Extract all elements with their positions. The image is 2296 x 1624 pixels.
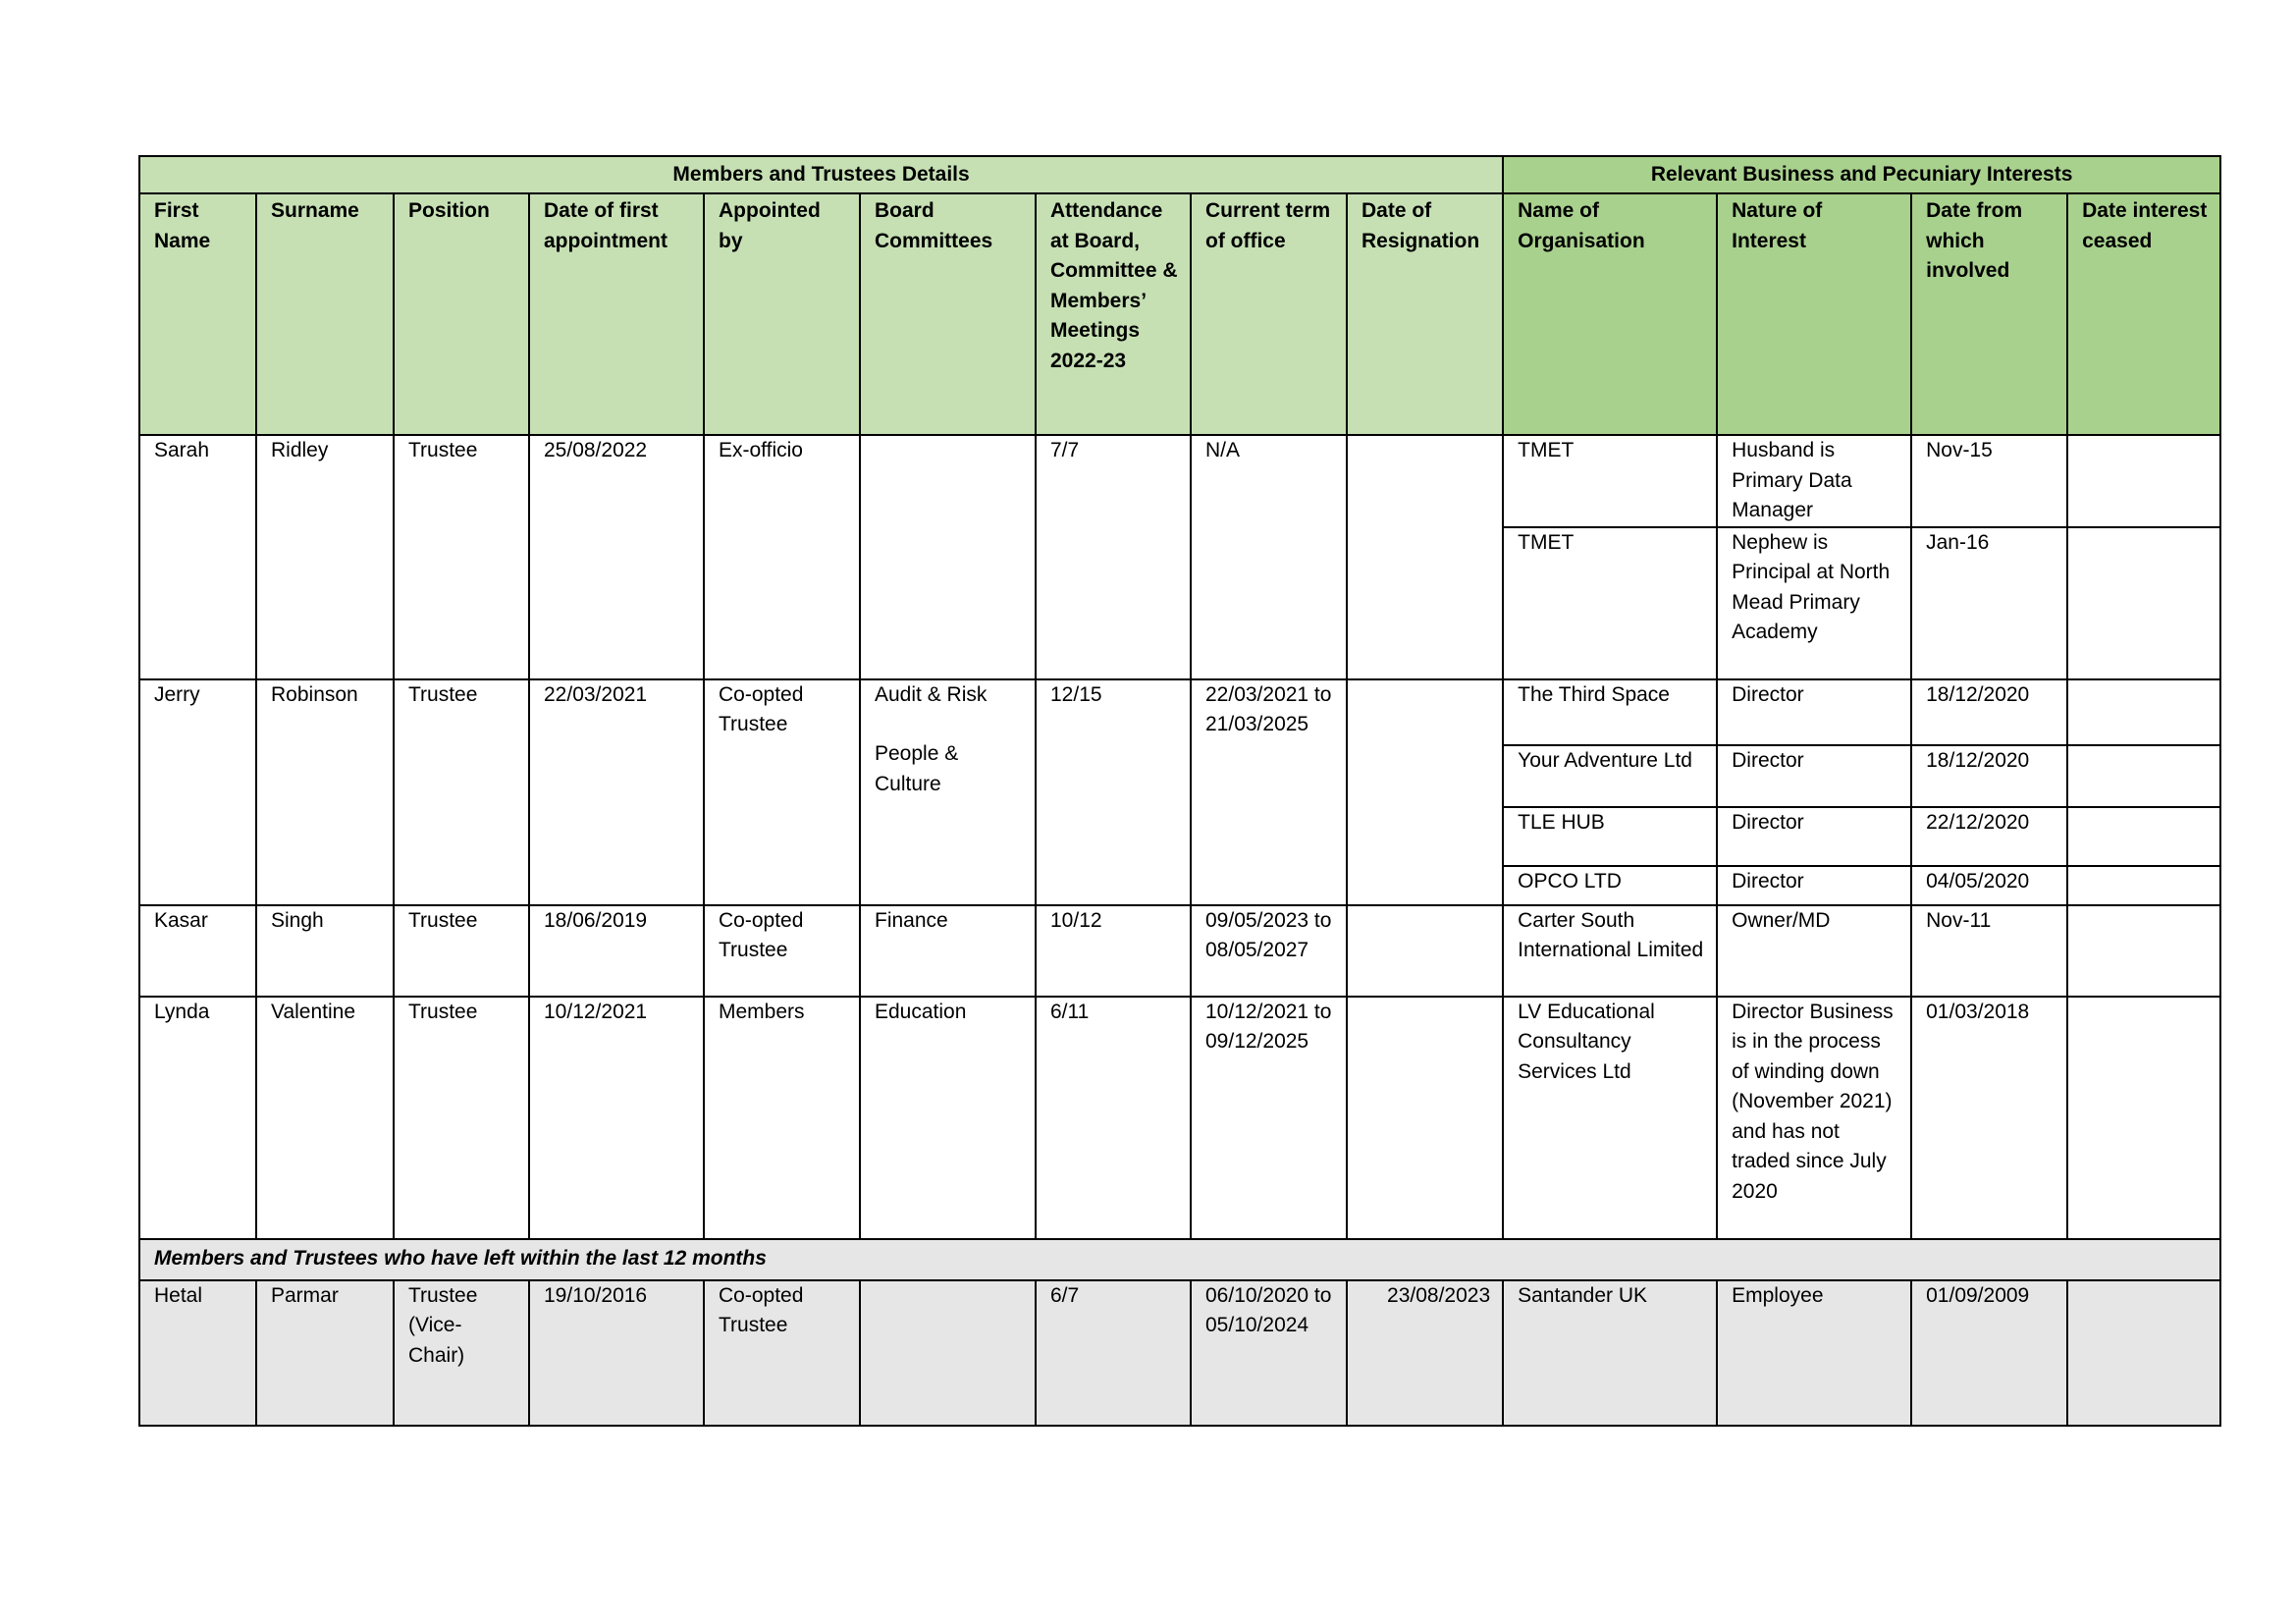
cell-appointed-by: Ex-officio — [704, 435, 860, 679]
cell-term: 22/03/2021 to 21/03/2025 — [1191, 679, 1347, 905]
col-header-appointed-by: Appointed by — [704, 193, 860, 435]
cell-org: TMET — [1503, 527, 1717, 679]
col-header-date-from: Date from which involved — [1911, 193, 2067, 435]
cell-appointed-by: Co-opted Trustee — [704, 679, 860, 905]
committee-name: People & Culture — [875, 742, 959, 795]
col-header-date-first-appointment: Date of first appointment — [529, 193, 704, 435]
group-header-details: Members and Trustees Details — [139, 156, 1503, 193]
cell-org: Santander UK — [1503, 1280, 1717, 1426]
cell-nature: Director — [1717, 745, 1911, 807]
cell-nature: Director — [1717, 866, 1911, 905]
cell-appointed-by: Co-opted Trustee — [704, 1280, 860, 1426]
cell-attendance: 7/7 — [1036, 435, 1191, 679]
cell-position: Trustee — [394, 997, 529, 1239]
group-header-row — [139, 156, 2220, 193]
table-row — [139, 679, 2220, 745]
committee-name: Audit & Risk — [875, 682, 988, 706]
column-header-row — [139, 193, 2220, 435]
cell-resignation — [1347, 997, 1503, 1239]
cell-first-name: Kasar — [139, 905, 256, 997]
col-header-current-term: Current term of office — [1191, 193, 1347, 435]
cell-first-name: Lynda — [139, 997, 256, 1239]
cell-date-first-appointment: 10/12/2021 — [529, 997, 704, 1239]
table-row — [139, 1280, 2220, 1426]
cell-position: Trustee (Vice-Chair) — [394, 1280, 529, 1426]
col-header-attendance: Attendance at Board, Committee & Members’ Meetings 2022-23 — [1036, 193, 1191, 435]
cell-org: The Third Space — [1503, 679, 1717, 745]
cell-org: Your Adventure Ltd — [1503, 745, 1717, 807]
table-row — [139, 997, 2220, 1239]
cell-committees — [860, 679, 1036, 905]
cell-surname: Valentine — [256, 997, 394, 1239]
cell-appointed-by: Co-opted Trustee — [704, 905, 860, 997]
cell-attendance: 10/12 — [1036, 905, 1191, 997]
col-header-nature: Nature of Interest — [1717, 193, 1911, 435]
cell-nature: Nephew is Principal at North Mead Primary Academy — [1717, 527, 1911, 679]
cell-date-from: Nov-11 — [1911, 905, 2067, 997]
cell-date-ceased — [2067, 679, 2220, 745]
section-header-row — [139, 1239, 2220, 1280]
cell-first-name: Sarah — [139, 435, 256, 679]
group-header-interests: Relevant Business and Pecuniary Interests — [1503, 156, 2220, 193]
cell-org: TMET — [1503, 435, 1717, 527]
col-header-surname: Surname — [256, 193, 394, 435]
col-header-position: Position — [394, 193, 529, 435]
cell-position: Trustee — [394, 679, 529, 905]
cell-date-ceased — [2067, 745, 2220, 807]
cell-term: N/A — [1191, 435, 1347, 679]
cell-date-ceased — [2067, 807, 2220, 866]
cell-date-from: 18/12/2020 — [1911, 745, 2067, 807]
cell-date-first-appointment: 25/08/2022 — [529, 435, 704, 679]
cell-date-first-appointment: 19/10/2016 — [529, 1280, 704, 1426]
table-row — [139, 435, 2220, 527]
table-row — [139, 905, 2220, 997]
cell-date-ceased — [2067, 997, 2220, 1239]
cell-position: Trustee — [394, 905, 529, 997]
cell-org: Carter South International Limited — [1503, 905, 1717, 997]
section-title-left-trustees: Members and Trustees who have left within the last 12 months — [139, 1239, 2220, 1280]
cell-attendance: 6/11 — [1036, 997, 1191, 1239]
col-header-date-ceased: Date interest ceased — [2067, 193, 2220, 435]
cell-attendance: 6/7 — [1036, 1280, 1191, 1426]
register-table — [138, 155, 2221, 1427]
cell-term: 09/05/2023 to 08/05/2027 — [1191, 905, 1347, 997]
cell-date-ceased — [2067, 435, 2220, 527]
cell-date-from: 04/05/2020 — [1911, 866, 2067, 905]
cell-surname: Ridley — [256, 435, 394, 679]
cell-org: LV Educational Consultancy Services Ltd — [1503, 997, 1717, 1239]
cell-date-from: 01/03/2018 — [1911, 997, 2067, 1239]
cell-committees — [860, 1280, 1036, 1426]
cell-resignation — [1347, 679, 1503, 905]
cell-nature: Employee — [1717, 1280, 1911, 1426]
cell-date-from: 01/09/2009 — [1911, 1280, 2067, 1426]
cell-org: OPCO LTD — [1503, 866, 1717, 905]
cell-date-ceased — [2067, 527, 2220, 679]
cell-appointed-by: Members — [704, 997, 860, 1239]
cell-first-name: Hetal — [139, 1280, 256, 1426]
cell-date-from: Jan-16 — [1911, 527, 2067, 679]
cell-surname: Robinson — [256, 679, 394, 905]
cell-date-ceased — [2067, 1280, 2220, 1426]
cell-first-name: Jerry — [139, 679, 256, 905]
cell-resignation: 23/08/2023 — [1347, 1280, 1503, 1426]
cell-term: 06/10/2020 to 05/10/2024 — [1191, 1280, 1347, 1426]
cell-surname: Parmar — [256, 1280, 394, 1426]
cell-resignation — [1347, 905, 1503, 997]
cell-position: Trustee — [394, 435, 529, 679]
cell-committees: Education — [860, 997, 1036, 1239]
cell-date-ceased — [2067, 905, 2220, 997]
col-header-first-name: First Name — [139, 193, 256, 435]
cell-date-first-appointment: 22/03/2021 — [529, 679, 704, 905]
cell-term: 10/12/2021 to 09/12/2025 — [1191, 997, 1347, 1239]
col-header-date-resignation: Date of Resignation — [1347, 193, 1503, 435]
cell-nature: Director — [1717, 679, 1911, 745]
cell-nature: Owner/MD — [1717, 905, 1911, 997]
cell-resignation — [1347, 435, 1503, 679]
cell-date-from: 22/12/2020 — [1911, 807, 2067, 866]
cell-surname: Singh — [256, 905, 394, 997]
cell-date-ceased — [2067, 866, 2220, 905]
cell-date-first-appointment: 18/06/2019 — [529, 905, 704, 997]
cell-nature: Husband is Primary Data Manager — [1717, 435, 1911, 527]
cell-org: TLE HUB — [1503, 807, 1717, 866]
cell-committees — [860, 435, 1036, 679]
cell-attendance: 12/15 — [1036, 679, 1191, 905]
cell-nature: Director — [1717, 807, 1911, 866]
col-header-org-name: Name of Organisation — [1503, 193, 1717, 435]
cell-nature: Director Business is in the process of winding down (November 2021) and has not traded since July 2020 — [1717, 997, 1911, 1239]
col-header-board-committees: Board Committees — [860, 193, 1036, 435]
cell-committees: Finance — [860, 905, 1036, 997]
cell-date-from: 18/12/2020 — [1911, 679, 2067, 745]
cell-date-from: Nov-15 — [1911, 435, 2067, 527]
